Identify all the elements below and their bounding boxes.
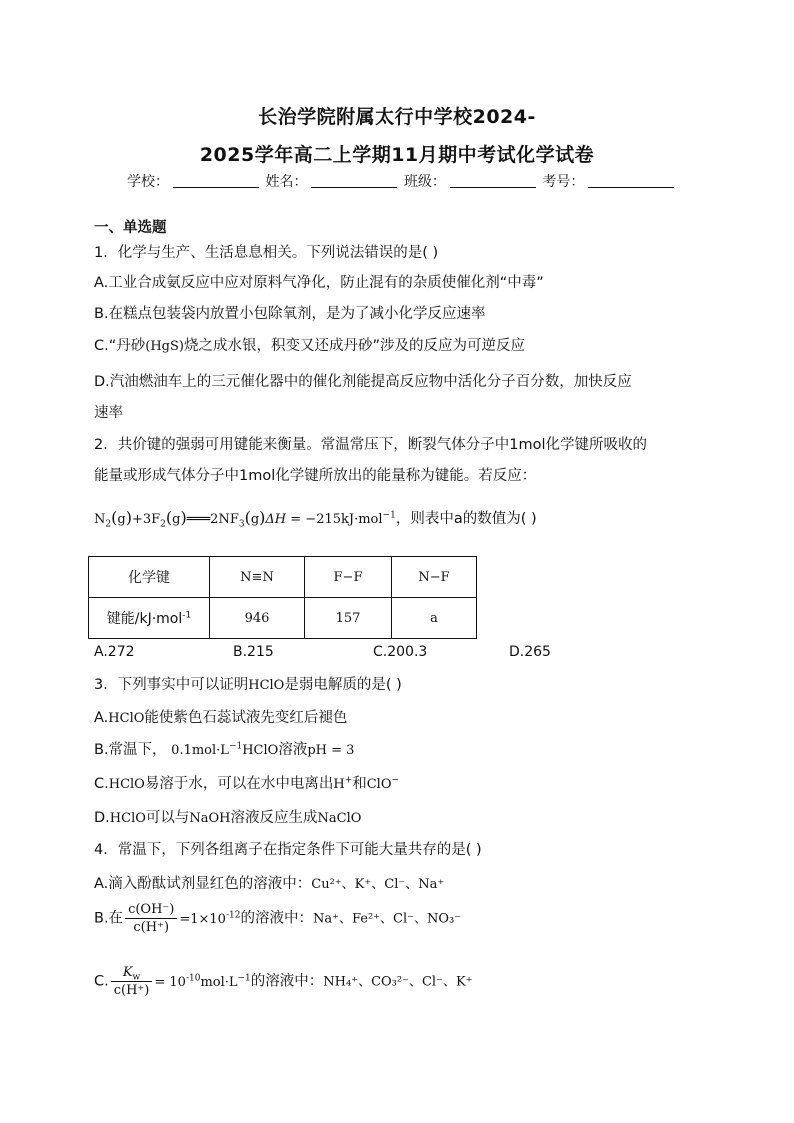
q4-b-denominator: c(H⁺)	[133, 920, 170, 935]
q3-b-formula: 0.1mol·L	[171, 743, 229, 758]
q2-option-c: C.200.3	[373, 644, 428, 660]
q1-c-pre: C.“丹砂	[94, 338, 146, 354]
name-label: 姓名：	[265, 174, 308, 190]
q2-eq-tail: ，则表中a的数值为( )	[395, 511, 537, 527]
q4-c-kw-sub: w	[132, 972, 141, 983]
q3-c-formula: HClO	[108, 777, 145, 792]
class-label: 班级：	[403, 174, 446, 190]
q3-option-c	[94, 772, 399, 793]
q3-a-formula: HClO	[108, 711, 145, 726]
q1-option-d-line1: D.汽油燃油车上的三元催化器中的催化剂能提高反应物中活化分子百分数，加快反应	[94, 374, 632, 390]
exam-no-label: 考号：	[542, 174, 585, 190]
q1-option-a: A.工业合成氨反应中应对原料气净化，防止混有的杂质使催化剂“中毒”	[94, 275, 544, 291]
table-cell-ff: 157	[305, 598, 392, 639]
q3-a-post: 能使紫色石蕊试液先变红后褪色	[144, 710, 348, 726]
q4-c-pre: C.	[94, 973, 109, 990]
q3-d-formula: HClO	[109, 811, 146, 826]
q4-b-numerator: c(OH⁻)	[125, 902, 177, 919]
q3-c-ion1: H+	[333, 775, 353, 792]
table-header-nn: N≡N	[210, 557, 305, 598]
bond-energy-table	[88, 556, 477, 639]
class-blank[interactable]	[450, 173, 536, 188]
q4-a-pre: A.滴入酚酞试剂显红色的溶液中：	[94, 876, 312, 892]
table-cell-nf: a	[392, 598, 477, 639]
q3-a-pre: A.	[94, 710, 109, 726]
q3-d-mid2: 溶液反应生成	[230, 810, 318, 826]
table-cell-energy-label	[89, 598, 210, 639]
q3-c-ion1-text: H	[333, 777, 345, 792]
q4-a-ions: Cu²⁺、K⁺、Cl⁻、Na⁺	[311, 877, 445, 892]
title-line-2: 2025学年高二上学期11月期中考试化学试卷	[199, 144, 595, 166]
exam-no-blank[interactable]	[588, 173, 674, 188]
q3-d-mid: 可以与	[145, 810, 190, 826]
q4-b-mid: 的溶液中：	[240, 910, 313, 927]
q4-c-denominator: c(H⁺)	[113, 983, 150, 998]
name-blank[interactable]	[311, 173, 397, 188]
q4-option-a	[94, 872, 444, 893]
q4-b-pre: B.在	[94, 910, 124, 927]
table-header-nf: N−F	[392, 557, 477, 598]
q4-b-value	[179, 912, 240, 927]
q4-c-value: = $10^{-10}mol\cdot L^{-1}$	[154, 973, 251, 990]
table-header-bond: 化学键	[89, 557, 210, 598]
q1-c-post: 烧之成水银，积变又还成丹砂”涉及的反应为可逆反应	[183, 338, 525, 354]
q2-equation: $N_2(g)+3F_2(g)═══2NF_3(g)\Delta H = -215kJ\cdot mol^{-1}$	[94, 508, 396, 530]
table-cell-nn: 946	[210, 598, 305, 639]
energy-label-sup: -1	[182, 610, 192, 621]
q3-stem	[94, 673, 402, 694]
q4-b-eq: =1×10	[179, 911, 226, 927]
q3-d-pre: D.	[94, 810, 110, 826]
q2-stem-line2: 能量或形成气体分子中1mol化学键所放出的能量称为键能。若反应：	[94, 468, 537, 484]
title-line-1: 长治学院附属太行中学校2024-	[258, 106, 536, 128]
q3-d-naclo: NaClO	[317, 811, 362, 826]
q4-c-mid: 的溶液中：	[250, 973, 324, 990]
q3-option-d	[94, 806, 361, 827]
q3-b-ph: pH = 3	[307, 743, 355, 758]
q1-stem: 1．化学与生产、生活息息相关。下列说法错误的是( )	[94, 245, 439, 261]
q4-option-c	[94, 965, 473, 998]
q4-c-numerator	[111, 965, 153, 982]
q3-b-conc: $0.1mol\cdot L^{-1}HClO$	[171, 741, 279, 758]
school-label: 学校：	[127, 174, 169, 190]
q3-d-naoh: NaOH	[189, 811, 231, 826]
q3-stem-formula: HClO	[248, 678, 285, 693]
q3-c-and: 和	[352, 776, 367, 792]
q4-c-eq: = 10	[154, 974, 186, 990]
table-row	[89, 557, 477, 598]
q3-option-b	[94, 738, 354, 759]
q4-stem: 4．常温下，下列各组离子在指定条件下可能大量共存的是( )	[94, 842, 482, 858]
q2-equation-line	[94, 507, 537, 528]
school-blank[interactable]	[173, 173, 259, 188]
q2-stem-line1: 2．共价键的强弱可用键能来衡量。常温常压下，断裂气体分子中1mol化学键所吸收的	[94, 437, 647, 453]
q1-option-d-line2: 速率	[94, 405, 123, 421]
q2-option-a: A.272	[94, 644, 135, 660]
q3-stem-post: 是弱电解质的是( )	[284, 677, 402, 693]
energy-label-text: 键能/kJ·mol	[106, 611, 183, 627]
q1-c-formula: (HgS)	[145, 339, 184, 354]
q3-b-mid: 溶液	[278, 742, 308, 758]
q4-c-exp: -10	[185, 973, 201, 984]
section-heading: 一、单选题	[94, 220, 167, 236]
q3-b-pre: B.常温下，	[94, 742, 167, 758]
q1-option-c	[94, 334, 525, 355]
q4-c-ions: NH₄⁺、CO₃²⁻、Cl⁻、K⁺	[323, 974, 473, 990]
q3-option-a	[94, 706, 347, 727]
q3-c-ion2-text: ClO	[366, 777, 392, 792]
q3-c-mid: 易溶于水，可以在水中电离出	[144, 776, 334, 792]
table-row	[89, 598, 477, 639]
q2-option-d: D.265	[509, 644, 551, 660]
q4-b-ions: Na⁺、Fe²⁺、Cl⁻、NO₃⁻	[312, 911, 462, 927]
q4-c-kw: K	[122, 965, 133, 980]
q4-c-unit: mol·L	[200, 974, 238, 990]
student-info-line	[127, 171, 676, 191]
q3-stem-pre: 3．下列事实中可以证明	[94, 677, 249, 693]
q4-c-fraction	[111, 965, 153, 998]
q3-b-formula2: HClO	[242, 743, 279, 758]
q3-c-ion2: ClO−	[366, 775, 400, 792]
q4-option-b	[94, 902, 461, 935]
q2-option-b: B.215	[233, 644, 274, 660]
q1-option-b: B.在糕点包装袋内放置小包除氧剂，是为了减小化学反应速率	[94, 306, 486, 322]
q4-b-exp: -12	[225, 910, 241, 921]
q4-b-fraction	[125, 902, 177, 935]
table-header-ff: F−F	[305, 557, 392, 598]
q3-c-pre: C.	[94, 776, 109, 792]
